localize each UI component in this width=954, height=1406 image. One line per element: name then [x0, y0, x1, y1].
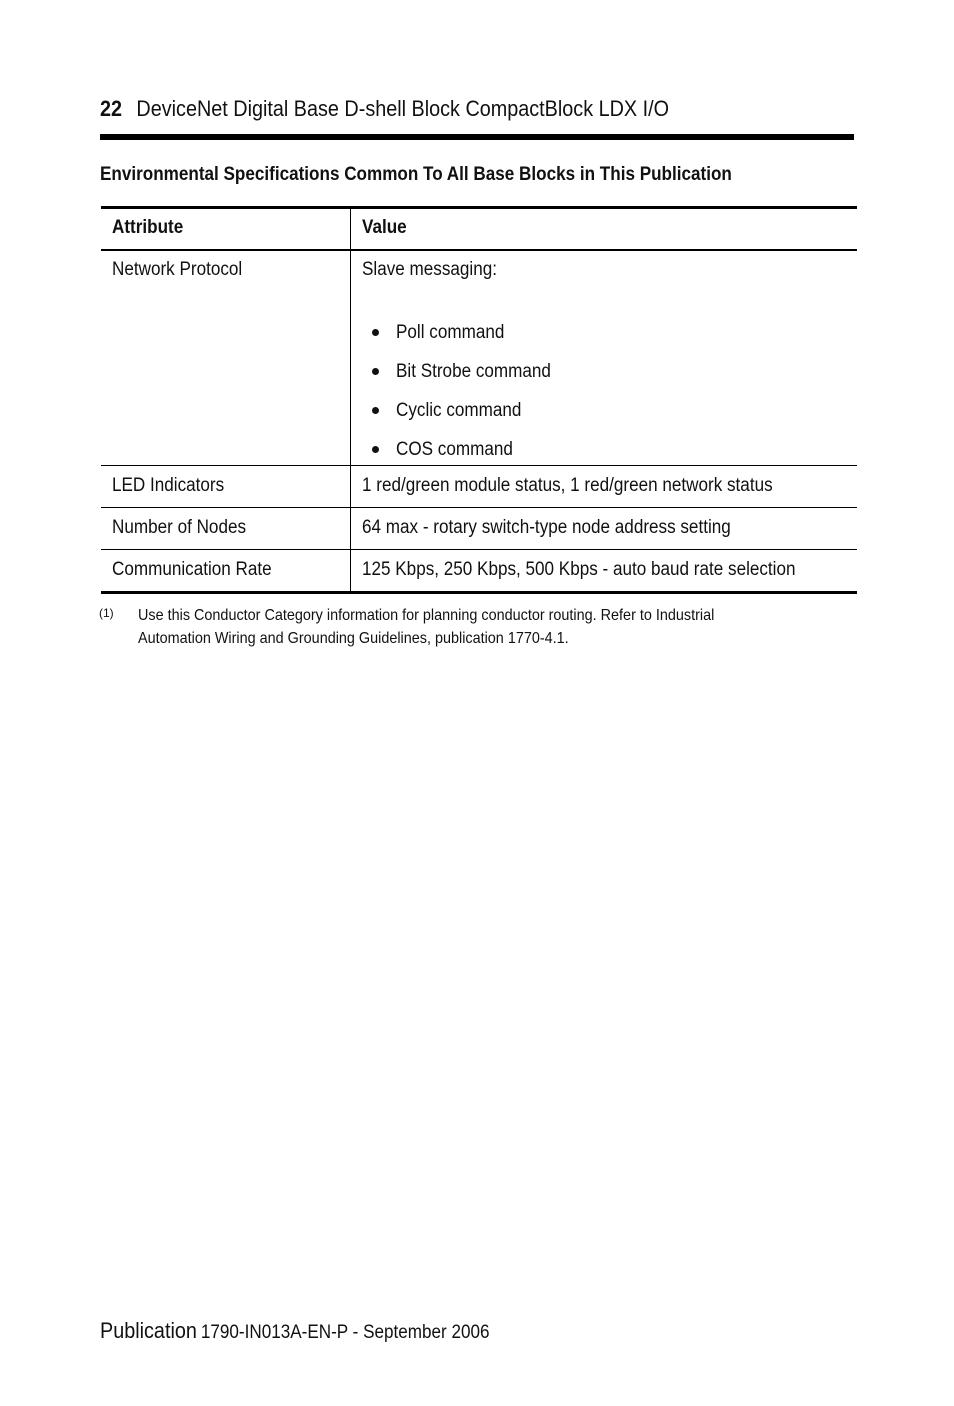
attribute-cell: Network Protocol — [101, 251, 351, 465]
attribute-cell: Communication Rate — [101, 550, 351, 591]
bullet-item: Poll command — [362, 313, 846, 352]
table-row — [101, 465, 857, 507]
value-cell: 64 max - rotary switch-type node address setting — [362, 517, 731, 538]
bullet-item: COS command — [362, 430, 846, 469]
spec-table — [101, 206, 857, 594]
footnote-line: Automation Wiring and Grounding Guidelines, publication 1770-4.1. — [138, 630, 569, 647]
value-cell: 125 Kbps, 250 Kbps, 500 Kbps - auto baud rate selection — [362, 559, 796, 580]
attribute-cell: LED Indicators — [101, 466, 351, 507]
page-number: 22 — [100, 96, 123, 121]
value-cell: 1 red/green module status, 1 red/green network status — [362, 475, 773, 496]
page-header — [100, 94, 779, 124]
column-header-attribute: Attribute — [101, 209, 351, 249]
publication-footer — [100, 1318, 490, 1344]
bullet-dot-icon — [372, 329, 379, 336]
attribute-cell: Number of Nodes — [101, 508, 351, 549]
publication-label: Publication — [100, 1318, 197, 1343]
bullet-dot-icon — [372, 368, 379, 375]
table-row — [101, 549, 857, 591]
footnote-text — [138, 604, 822, 650]
table-row — [101, 507, 857, 549]
footnote-line: Use this Conductor Category information for planning conductor routing. Refer to Industrial — [138, 607, 715, 624]
bullet-dot-icon — [372, 407, 379, 414]
header-rule — [100, 134, 854, 140]
bullet-list — [362, 313, 846, 469]
publication-id: 1790-IN013A-EN-P - September 2006 — [200, 1322, 490, 1343]
column-header-value: Value — [362, 217, 407, 238]
bullet-dot-icon — [372, 446, 379, 453]
table-header-row — [101, 209, 857, 251]
bullet-item: Cyclic command — [362, 391, 846, 430]
page-title: DeviceNet Digital Base D-shell Block CompactBlock LDX I/O — [136, 96, 670, 121]
table-row — [101, 251, 857, 465]
table-title: Environmental Specifications Common To All Base Blocks in This Publication — [100, 164, 732, 185]
value-cell: Slave messaging: Poll command Bit Strobe command Cyclic command COS command — [351, 251, 857, 465]
bullet-item: Bit Strobe command — [362, 352, 846, 391]
footnote-marker: (1) — [99, 606, 114, 620]
